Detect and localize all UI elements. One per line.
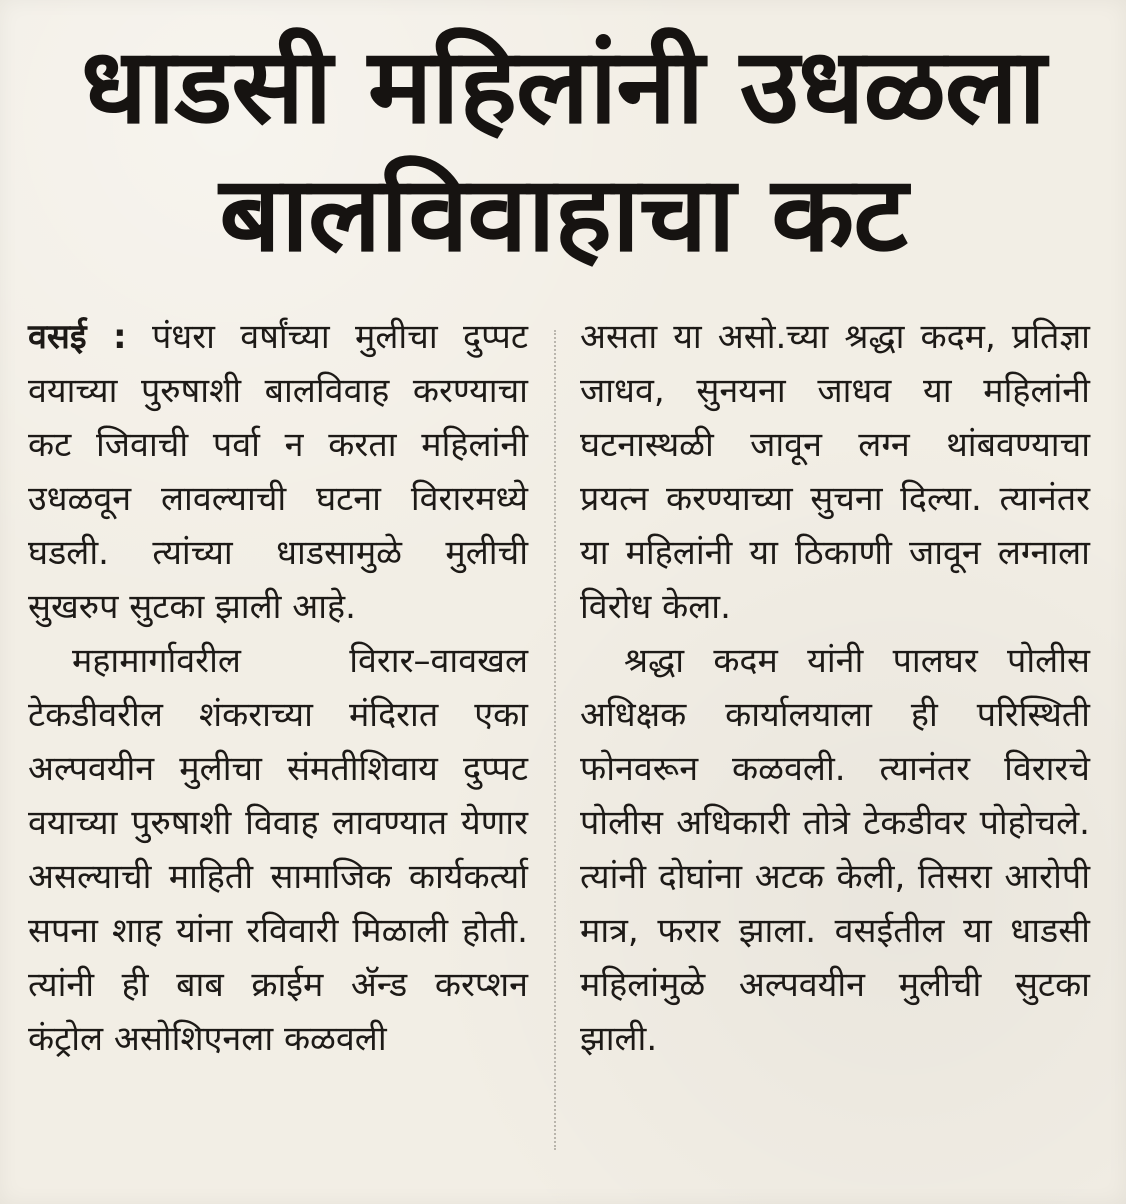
column-divider: [554, 330, 556, 1150]
right-paragraph-1: असता या असो.च्या श्रद्धा कदम, प्रतिज्ञा जाधव, सुनयना जाधव या महिलांनी घटनास्थळी जावून लग्न थांबवण्याचा प्रयत्न करण्याच्या सुचना दिल्या. त्यानंतर या महिलांनी या ठिकाणी जावून लग्नाला विरोध केला.: [580, 317, 1090, 627]
dateline: वसई :: [28, 317, 127, 357]
left-column: [28, 310, 528, 1066]
right-paragraph-2: श्रद्धा कदम यांनी पालघर पोलीस अधिक्षक कार्यालयाला ही परिस्थिती फोनवरून कळवली. त्यानंतर विरारचे पोलीस अधिकारी तोत्रे टेकडीवर पोहोचले. त्यांनी दोघांना अटक केली, तिसरा आरोपी मात्र, फरार झाला. वसईतील या धाडसी महिलांमुळे अल्पवयीन मुलीची सुटका झाली.: [580, 641, 1090, 1059]
left-paragraph-1: [28, 310, 528, 634]
left-paragraph-2: महामार्गावरील विरार–वावखल टेकडीवरील शंकराच्या मंदिरात एका अल्पवयीन मुलीचा संमतीशिवाय दुप्पट वयाच्या पुरुषाशी विवाह लावण्यात येणार असल्याची माहिती सामाजिक कार्यकर्त्या सपना शाह यांना रविवारी मिळाली होती. त्यांनी ही बाब क्राईम अ‍ॅन्ड करप्शन कंट्रोल असोशिएनला कळवली: [28, 641, 528, 1059]
headline-line-1: धाडसी महिलांनी उधळला: [80, 25, 1046, 147]
article-body: [28, 310, 1098, 1180]
headline-line-2: बालविवाहाचा कट: [219, 153, 907, 275]
left-paragraph-1-text: पंधरा वर्षांच्या मुलीचा दुप्पट वयाच्या पुरुषाशी बालविवाह करण्याचा कट जिवाची पर्वा न करता महिलांनी उधळवून लावल्याची घटना विरारमध्ये घडली. त्यांच्या धाडसामुळे मुलीची सुखरुप सुटका झाली आहे.: [28, 317, 528, 627]
right-column: [580, 310, 1090, 1066]
article-headline: [28, 20, 1098, 290]
